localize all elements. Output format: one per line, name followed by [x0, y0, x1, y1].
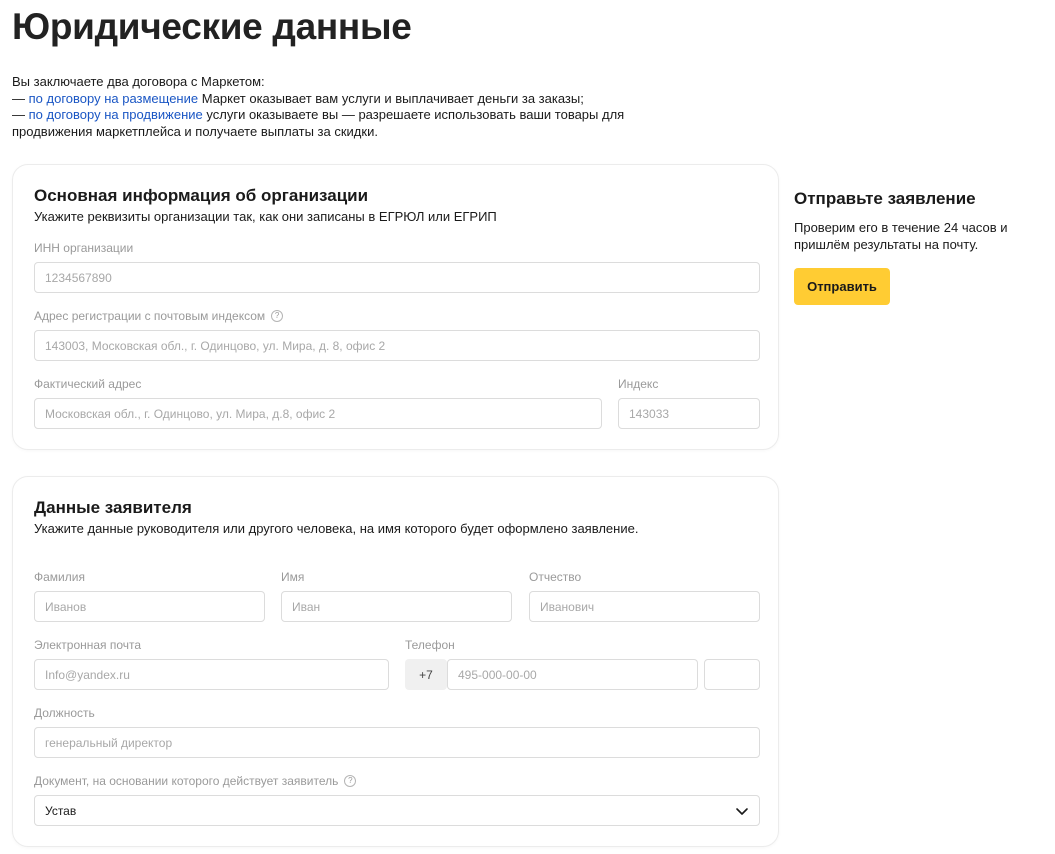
organization-info-card [12, 164, 779, 450]
surname-input[interactable]: Иванов [34, 591, 265, 622]
intro-line-1: Вы заключаете два договора с Маркетом: [12, 74, 265, 89]
phone-label: Телефон [405, 638, 455, 652]
postal-index-input[interactable]: 143033 [618, 398, 760, 429]
position-input[interactable]: генеральный директор [34, 727, 760, 758]
name-input[interactable]: Иван [281, 591, 512, 622]
placement-description: Маркет оказывает вам услуги и выплачивает деньги за заказы; [198, 90, 584, 106]
submit-section-title: Отправьте заявление [794, 189, 976, 208]
email-input[interactable]: Info@yandex.ru [34, 659, 389, 690]
postal-index-label: Индекс [618, 377, 659, 391]
position-label: Должность [34, 706, 95, 720]
intro-line-2 [12, 91, 632, 108]
submit-button[interactable]: Отправить [794, 268, 890, 305]
promotion-contract-link[interactable]: по договору на продвижение [28, 107, 203, 122]
document-basis-label-text: Документ, на основании которого действует заявитель [34, 774, 339, 788]
phone-extension-input[interactable] [704, 659, 760, 690]
organization-card-subtitle: Укажите реквизиты организации так, как они записаны в ЕГРЮЛ или ЕГРИП [34, 209, 497, 224]
chevron-down-icon [735, 804, 749, 818]
name-label: Имя [281, 570, 305, 584]
help-icon[interactable]: ? [271, 310, 283, 322]
registration-address-input[interactable]: 143003, Московская обл., г. Одинцово, ул. Мира, д. 8, офис 2 [34, 330, 760, 361]
page-title: Юридические данные [12, 6, 412, 47]
patronymic-input[interactable]: Иванович [529, 591, 760, 622]
dash: — [12, 107, 29, 122]
dash: — [12, 90, 29, 106]
intro-line-3 [12, 107, 632, 140]
applicant-card [12, 476, 779, 847]
document-basis-value: Устав [45, 803, 77, 818]
surname-label: Фамилия [34, 570, 85, 584]
placement-contract-link[interactable]: по договору на размещение [28, 90, 199, 106]
registration-address-label-text: Адрес регистрации с почтовым индексом [34, 309, 266, 323]
actual-address-label: Фактический адрес [34, 377, 142, 391]
email-label: Электронная почта [34, 638, 142, 652]
intro-text [12, 74, 632, 140]
inn-input[interactable]: 1234567890 [34, 262, 760, 293]
actual-address-input[interactable]: Московская обл., г. Одинцово, ул. Мира, д.8, офис 2 [34, 398, 602, 429]
phone-country-code: +7 [405, 659, 447, 690]
document-basis-select[interactable] [34, 795, 760, 826]
phone-input[interactable]: 495-000-00-00 [447, 659, 698, 690]
applicant-card-subtitle: Укажите данные руководителя или другого человека, на имя которого будет оформлено заявление. [34, 521, 639, 536]
inn-label: ИНН организации [34, 241, 134, 255]
applicant-card-title: Данные заявителя [34, 498, 192, 517]
registration-address-label [34, 309, 283, 323]
help-icon[interactable]: ? [344, 775, 356, 787]
submit-section-text: Проверим его в течение 24 часов и пришлём результаты на почту. [794, 220, 1008, 252]
promotion-description: услуги оказываете вы — разрешаете использовать ваши товары для продвижения маркетплейса и получаете выплаты за скидки. [12, 107, 625, 139]
document-basis-label [34, 774, 356, 788]
organization-card-title: Основная информация об организации [34, 186, 369, 205]
patronymic-label: Отчество [529, 570, 582, 584]
